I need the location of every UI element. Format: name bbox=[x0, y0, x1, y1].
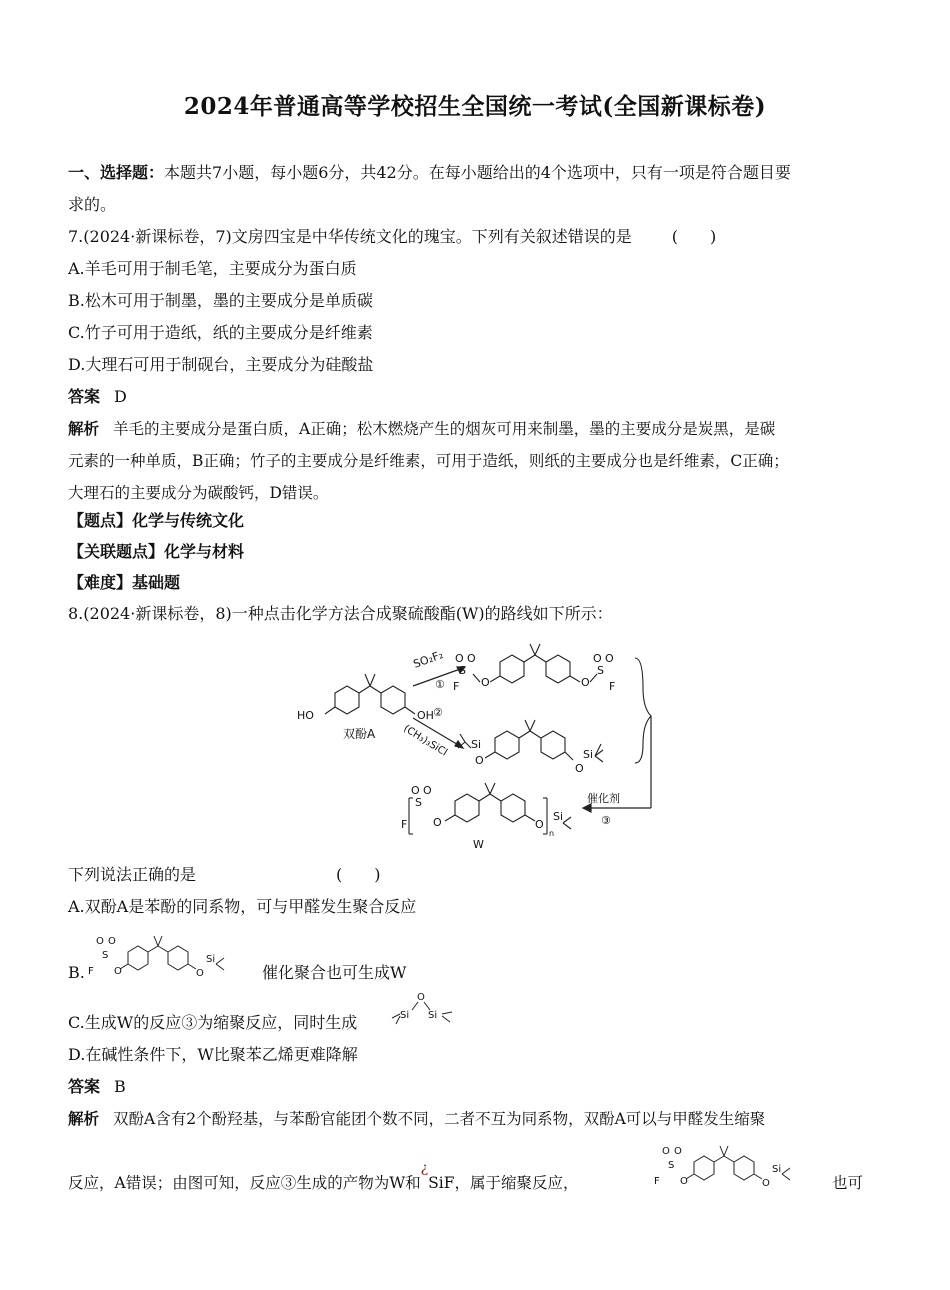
atom-o: O bbox=[475, 754, 484, 767]
q8-analysis-text2b: SiF，属于缩聚反应， bbox=[428, 1174, 579, 1192]
page-title: 2024年普通高等学校招生全国统一考试(全国新课标卷) bbox=[183, 93, 767, 120]
atom-o: O bbox=[467, 652, 476, 665]
q7-analysis-text1: 羊毛的主要成分是蛋白质，A正确；松木燃烧产生的烟灰可用来制墨，墨的主要成分是炭黑，是碳 bbox=[113, 420, 776, 438]
atom-o: O bbox=[680, 1176, 688, 1187]
atom-o: O bbox=[411, 784, 420, 797]
atom-o: O bbox=[96, 936, 104, 947]
section-intro-line2: 求的。 bbox=[68, 195, 117, 214]
q7-answer-paren: ( ) bbox=[671, 227, 717, 246]
atom-s: S bbox=[668, 1160, 675, 1171]
hexamethyldisiloxane-structure bbox=[388, 988, 458, 1028]
atom-f: F bbox=[609, 680, 616, 693]
q7-option-d: D.大理石可用于制砚台，主要成分为硅酸盐 bbox=[68, 355, 374, 374]
atom-s: S bbox=[459, 664, 466, 677]
q8-option-b-prefix: B. bbox=[68, 963, 85, 982]
q7-analysis-line3: 大理石的主要成分为碳酸钙，D错误。 bbox=[68, 484, 329, 502]
q8-answer-value: B bbox=[114, 1077, 126, 1096]
q8-analysis-line1 bbox=[68, 1108, 765, 1130]
step-1: ① bbox=[435, 678, 445, 691]
q7-option-c: C.竹子可用于造纸，纸的主要成分是纤维素 bbox=[68, 323, 373, 342]
atom-o: O bbox=[575, 762, 584, 775]
atom-si: Si bbox=[772, 1164, 782, 1175]
atom-o: O bbox=[762, 1178, 770, 1189]
atom-oh: OH bbox=[417, 709, 434, 722]
monomer-structure-b bbox=[84, 928, 264, 982]
reaction-scheme bbox=[295, 638, 655, 856]
atom-ho: HO bbox=[297, 709, 314, 722]
atom-si: Si bbox=[400, 1010, 410, 1021]
section-text-1: 本题共7小题，每小题6分，共42分。在每小题给出的4个选项中，只有一项是符合题目要 bbox=[164, 163, 791, 182]
atom-o: O bbox=[417, 992, 425, 1003]
q7-analysis-label: 解析 bbox=[68, 420, 100, 438]
q8-analysis-label: 解析 bbox=[68, 1110, 100, 1128]
atom-o: O bbox=[108, 936, 116, 947]
q8-analysis-mark: ¿ bbox=[420, 1160, 429, 1176]
q8-option-a: A.双酚A是苯酚的同系物，可与甲醛发生聚合反应 bbox=[68, 897, 417, 916]
q7-tag-topic: 【题点】化学与传统文化 bbox=[68, 511, 245, 530]
atom-s: S bbox=[597, 664, 604, 677]
q7-answer-value: D bbox=[114, 387, 127, 406]
q8-answer-label: 答案 bbox=[68, 1077, 101, 1096]
q8-answer-paren: ( ) bbox=[336, 865, 381, 884]
atom-o: O bbox=[605, 652, 614, 665]
atom-o: O bbox=[196, 968, 204, 979]
atom-si: Si bbox=[583, 748, 594, 761]
atom-o: O bbox=[662, 1146, 670, 1157]
q7-tag-difficulty: 【难度】基础题 bbox=[68, 573, 181, 592]
atom-o: O bbox=[593, 652, 602, 665]
q7-analysis-line1 bbox=[68, 418, 775, 440]
atom-o: O bbox=[423, 784, 432, 797]
label-catalyst: 催化剂 bbox=[587, 792, 620, 805]
atom-o: O bbox=[674, 1146, 682, 1157]
atom-f: F bbox=[88, 966, 94, 977]
monomer-structure-analysis bbox=[650, 1138, 830, 1192]
q8-analysis-text2a: 反应，A错误；由图可知，反应③生成的产物为W和 bbox=[68, 1174, 421, 1192]
atom-si: Si bbox=[471, 738, 482, 751]
q7-answer bbox=[68, 386, 127, 408]
section-label: 一、选择题： bbox=[68, 163, 165, 182]
q8-prompt-text: 下列说法正确的是 bbox=[68, 865, 197, 884]
q8-option-c-text: C.生成W的反应③为缩聚反应，同时生成 bbox=[68, 1013, 358, 1032]
atom-s: S bbox=[415, 796, 422, 809]
q8-analysis-text2c: 也可 bbox=[832, 1174, 864, 1192]
label-bisphenol-a: 双酚A bbox=[343, 727, 376, 741]
q8-stem: 8.(2024·新课标卷，8)一种点击化学方法合成聚硫酸酯(W)的路线如下所示： bbox=[68, 604, 613, 623]
q8-prompt bbox=[68, 864, 381, 886]
atom-o: O bbox=[581, 676, 590, 689]
q7-stem-text: 7.(2024·新课标卷，7)文房四宝是中华传统文化的瑰宝。下列有关叙述错误的是 bbox=[68, 227, 632, 246]
reagent-tmscl: (CH₃)₃SiCl bbox=[401, 723, 449, 759]
atom-o: O bbox=[114, 966, 122, 977]
atom-o: O bbox=[535, 818, 544, 831]
atom-f: F bbox=[401, 818, 408, 831]
q7-option-b: B.松木可用于制墨，墨的主要成分是单质碳 bbox=[68, 291, 373, 310]
atom-o: O bbox=[455, 652, 464, 665]
atom-o: O bbox=[481, 676, 490, 689]
q7-answer-label: 答案 bbox=[68, 387, 101, 406]
q8-option-d: D.在碱性条件下，W比聚苯乙烯更难降解 bbox=[68, 1045, 358, 1064]
q8-analysis-line2 bbox=[68, 1160, 579, 1195]
atom-si: Si bbox=[428, 1010, 438, 1021]
q7-analysis-line2: 元素的一种单质，B正确；竹子的主要成分是纤维素，可用于造纸，则纸的主要成分也是纤维素，C正确； bbox=[68, 452, 789, 470]
q8-option-b bbox=[68, 962, 85, 984]
atom-f: F bbox=[654, 1176, 660, 1187]
q7-option-a: A.羊毛可用于制毛笔，主要成分为蛋白质 bbox=[68, 259, 357, 278]
q8-answer bbox=[68, 1076, 126, 1098]
atom-si: Si bbox=[206, 954, 216, 965]
q7-tag-related: 【关联题点】化学与材料 bbox=[68, 542, 245, 561]
atom-f: F bbox=[453, 680, 460, 693]
atom-n: n bbox=[549, 829, 555, 838]
atom-si: Si bbox=[553, 810, 564, 823]
atom-o: O bbox=[433, 816, 442, 829]
atom-s: S bbox=[102, 950, 109, 961]
section-intro-line1 bbox=[68, 162, 791, 184]
q8-option-b-suffix: 催化聚合也可生成W bbox=[262, 963, 407, 982]
reagent-so2f2: SO₂F₂ bbox=[411, 648, 445, 671]
label-w: W bbox=[473, 838, 484, 851]
step-2: ② bbox=[433, 706, 443, 719]
q8-analysis-text1: 双酚A含有2个酚羟基，与苯酚官能团个数不同，二者不互为同系物，双酚A可以与甲醛发生缩聚 bbox=[113, 1110, 766, 1128]
q7-stem bbox=[68, 226, 716, 248]
q8-option-c bbox=[68, 1012, 357, 1034]
step-3: ③ bbox=[601, 814, 611, 827]
